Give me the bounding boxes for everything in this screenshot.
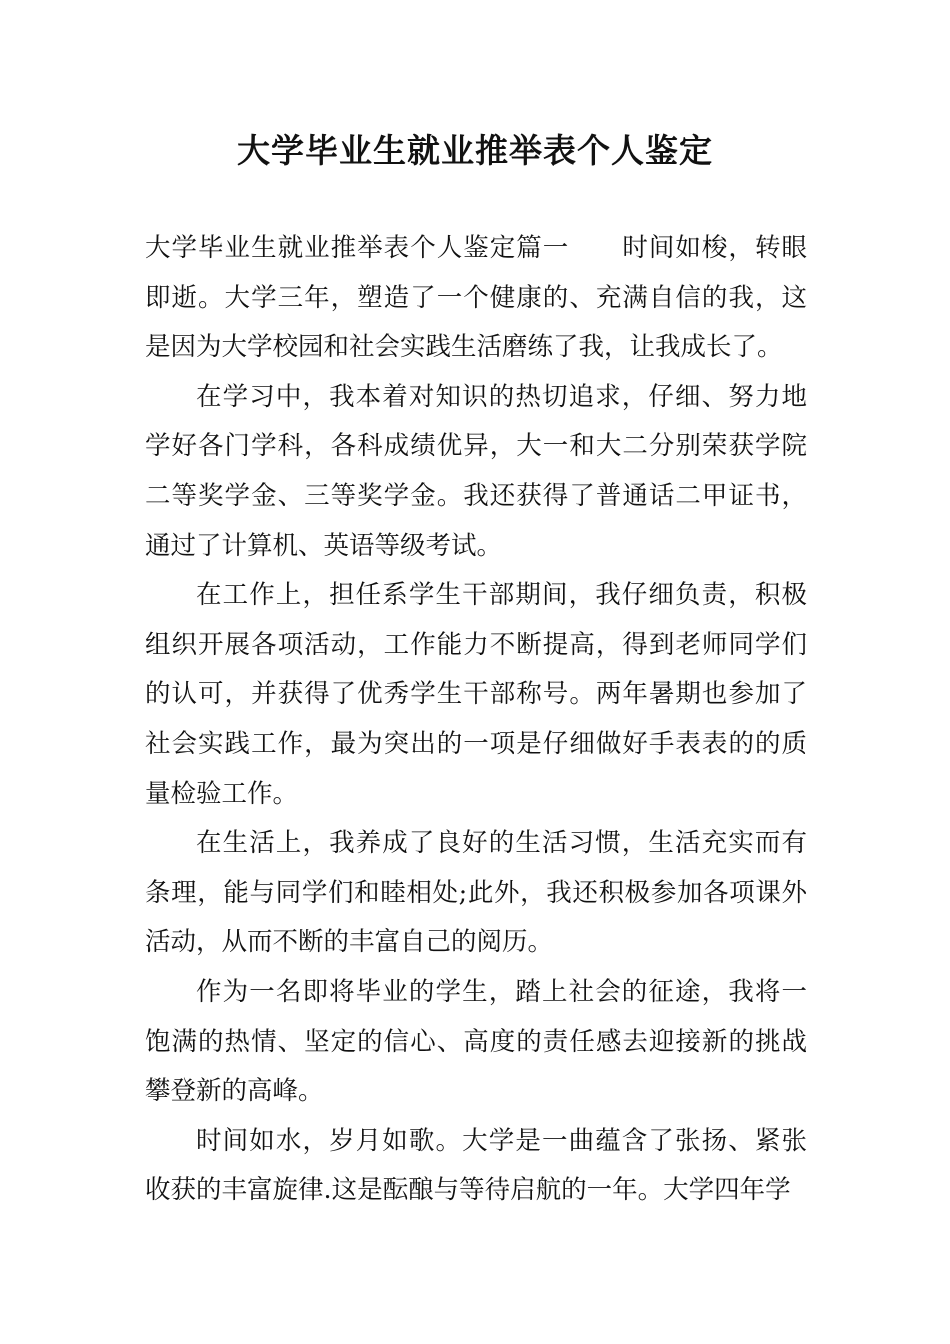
document-title: 大学毕业生就业推举表个人鉴定 bbox=[237, 131, 713, 170]
intro-text: 时间如梭，转眼即逝。大学三年，塑造了一个健康的、充满自信的我，这是因为大学校园和社会实践生活磨练了我，让我成长了。 bbox=[145, 233, 807, 363]
intro-heading: 大学毕业生就业推举表个人鉴定篇一 bbox=[145, 233, 570, 263]
paragraph-future: 作为一名即将毕业的学生，踏上社会的征途，我将一饱满的热情、坚定的信心、高度的责任感去迎接新的挑战攀登新的高峰。 bbox=[145, 976, 807, 1107]
document-body bbox=[145, 224, 807, 1216]
paragraph-work: 在工作上，担任系学生干部期间，我仔细负责，积极组织开展各项活动，工作能力不断提高，得到老师同学们的认可，并获得了优秀学生干部称号。两年暑期也参加了社会实践工作，最为突出的一项是仔细做好手表表的的质量检验工作。 bbox=[145, 580, 807, 809]
paragraph-life: 在生活上，我养成了良好的生活习惯，生活充实而有条理，能与同学们和睦相处;此外，我还积极参加各项课外活动，从而不断的丰富自己的阅历。 bbox=[145, 828, 807, 958]
paragraph-study: 在学习中，我本着对知识的热切追求，仔细、努力地学好各门学科，各科成绩优异，大一和大二分别荣获学院二等奖学金、三等奖学金。我还获得了普通话二甲证书，通过了计算机、英语等级考试。 bbox=[145, 381, 807, 561]
paragraph-time: 时间如水，岁月如歌。大学是一曲蕴含了张扬、紧张收获的丰富旋律.这是酝酿与等待启航的一年。大学四年学 bbox=[145, 1125, 807, 1206]
intro-paragraph bbox=[145, 224, 807, 373]
